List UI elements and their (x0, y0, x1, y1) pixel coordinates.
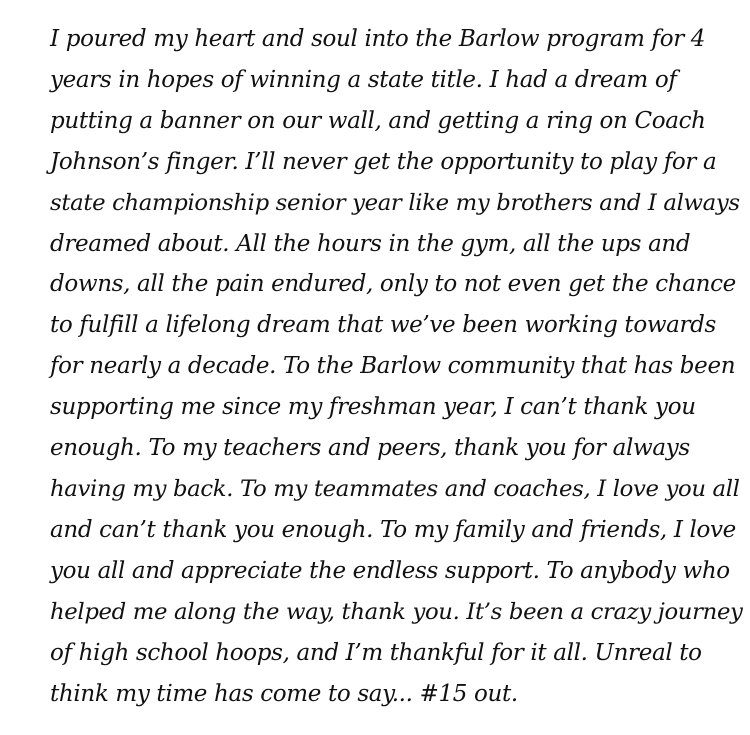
text-line: enough. To my teachers and peers, thank you for always (50, 435, 690, 462)
text-line: think my time has come to say... #15 out. (50, 680, 518, 707)
text-line: I poured my heart and soul into the Barlow program for 4 (50, 26, 706, 52)
text-line: and can’t thank you enough. To my family and friends, I love (50, 516, 736, 543)
text-line: dreamed about. All the hours in the gym, all the ups and (50, 230, 691, 257)
text-line: Johnson’s finger. I’ll never get the opportunity to play for a (50, 148, 717, 175)
text-line: of high school hoops, and I’m thankful for it all. Unreal to (50, 639, 702, 666)
note-text (50, 19, 743, 714)
text-line: supporting me since my freshman year, I can’t thank you (50, 394, 696, 421)
text-line: you all and appreciate the endless support. To anybody who (50, 557, 730, 584)
text-line: to fulfill a lifelong dream that we’ve been working towards (50, 312, 716, 339)
text-line: for nearly a decade. To the Barlow community that has been (50, 353, 736, 380)
text-line: years in hopes of winning a state title. I had a dream of (50, 66, 677, 93)
text-line: downs, all the pain endured, only to not even get the chance (50, 271, 736, 298)
text-line: having my back. To my teammates and coaches, I love you all (50, 475, 740, 502)
text-line: helped me along the way, thank you. It’s been a crazy journey (50, 598, 743, 625)
text-line: state championship senior year like my brothers and I always (50, 189, 740, 216)
text-line: putting a banner on our wall, and getting a ring on Coach (50, 107, 706, 134)
